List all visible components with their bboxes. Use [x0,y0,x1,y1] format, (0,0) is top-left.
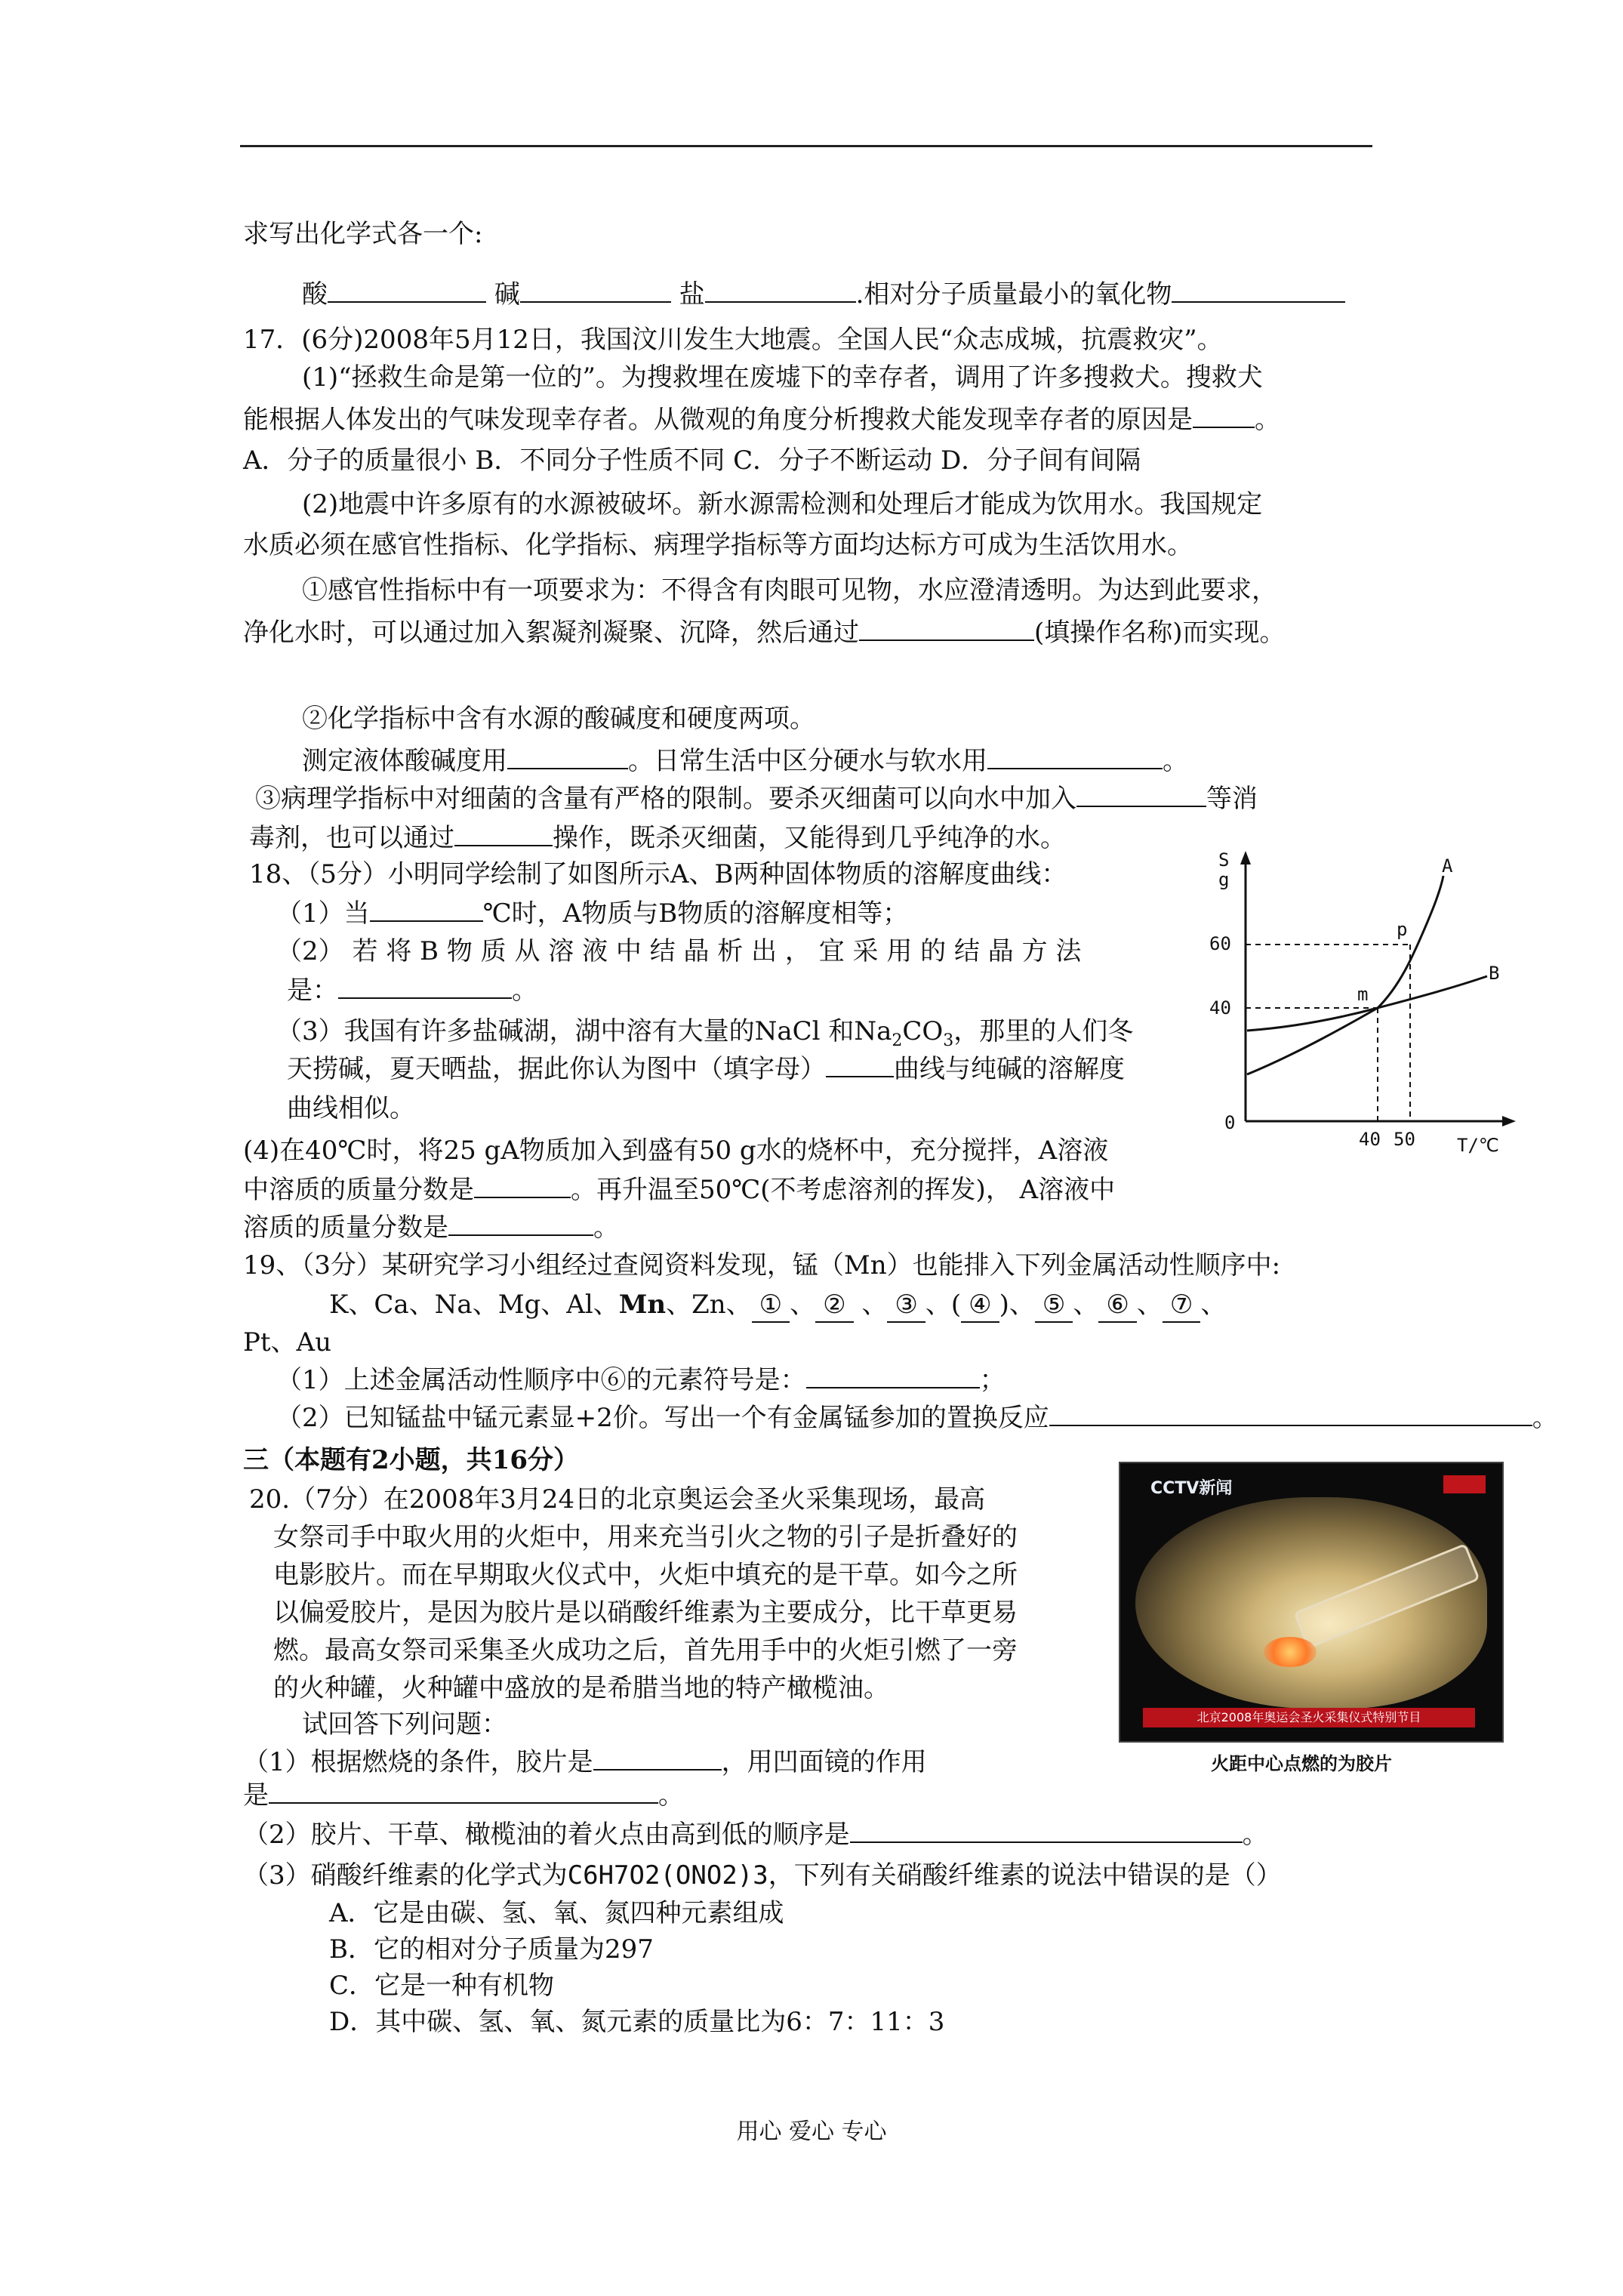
base-blank[interactable] [520,279,671,303]
q18-s4a: (4)在40℃时，将25 gA物质加入到盛有50 g水的烧杯中，充分搅拌，A溶液 [243,1136,1109,1166]
y-tick-60: 60 [1209,933,1231,954]
q20-s1-line: （1）根据燃烧的条件，胶片是 ，用凹面镜的作用 [243,1747,927,1777]
cctv-logo: CCTV新闻 [1150,1479,1233,1498]
q17-p6-line: ③病理学指标中对细菌的含量有严格的限制。要杀灭细菌可以向水中加入 等消 [255,784,1258,814]
q17-title: 17．(6分)2008年5月12日，我国汶川发生大地震。全国人民“众志成城，抗震救灾”。 [243,325,1223,355]
q17-p5-line: 测定液体酸碱度用 。日常生活中区分硬水与软水用 。 [302,746,1188,776]
q20-l5: 燃。最高女祭司采集圣火成功之后，首先用手中的火炬引燃了一旁 [273,1635,1018,1666]
q20-l4: 以偏爱胶片，是因为胶片是以硝酸纤维素为主要成分，比干草更易 [273,1598,1018,1628]
salt-blank[interactable] [705,279,856,303]
point-m-label: m [1357,984,1369,1005]
q17-p1b-line: 能根据人体发出的气味发现幸存者。从微观的角度分析搜救犬能发现幸存者的原因是 。 [243,405,1280,435]
q20-option-c: C．它是一种有机物 [329,1971,555,2001]
q17-p2a: (2)地震中许多原有的水源被破坏。新水源需检测和处理后才能成为饮用水。我国规定 [302,489,1263,519]
distill-blank[interactable] [454,822,553,846]
oxide-blank[interactable] [1172,279,1345,303]
q19-end: Pt、Au [243,1327,331,1358]
y-label-g: g [1218,869,1230,890]
curve-a-label: A [1442,855,1453,877]
ignition-order-blank[interactable] [850,1819,1243,1843]
q17-p4: ②化学指标中含有水源的酸碱度和硬度两项。 [302,704,815,734]
point-p-label: p [1397,919,1408,940]
q20-option-d: D．其中碳、氢、氧、氮元素的质量比为6：7：11：3 [329,2007,945,2037]
q18-s4b-line: 中溶质的质量分数是 。再升温至50℃(不考虑溶剂的挥发)， A溶液中 [243,1175,1116,1205]
q20-option-a: A．它是由碳、氢、氧、氮四种元素组成 [329,1898,784,1928]
metal-blank-1[interactable]: ① [752,1288,790,1323]
q19-s1-line: （1）上述金属活动性顺序中⑥的元素符号是： ； [276,1365,1006,1395]
q17-reason-blank[interactable] [1193,404,1255,428]
photo-caption: 火距中心点燃的为胶片 [1211,1753,1392,1774]
nitrocellulose-formula: C6H7O2(ONO2)3 [567,1860,768,1891]
hardwater-blank[interactable] [987,745,1163,769]
q17-p7-line: 毒剂，也可以通过 操作，既杀灭细菌，又能得到几乎纯净的水。 [249,823,1066,853]
x-tick-40: 40 [1359,1129,1381,1150]
q20-l1: 20.（7分）在2008年3月24日的北京奥运会圣火采集现场，最高 [249,1484,986,1515]
concave-mirror [1135,1497,1487,1709]
q17-p2b: 水质必须在感官性指标、化学指标、病理学指标等方面均达标方可成为生活饮用水。 [243,530,1193,560]
q18-title: 18、（5分）小明同学绘制了如图所示A、B两种固体物质的溶解度曲线： [249,859,1067,889]
film-blank[interactable] [593,1746,722,1771]
header-rule [240,145,1372,147]
torch-photo [1119,1462,1504,1743]
x-axis-arrow [1502,1116,1516,1126]
q18-s2a: （2） 若 将 B 物 质 从 溶 液 中 结 晶 析 出 ， 宜 采 用 的 结 晶 方 法 [276,936,1082,966]
q18-s4d-line: 溶质的质量分数是 。 [243,1213,619,1243]
acid-blank[interactable] [328,279,486,303]
q17-p3a: ①感官性指标中有一项要求为：不得含有肉眼可见物，水应澄清透明。为达到此要求， [302,575,1277,606]
intro-line: 求写出化学式各一个: [243,219,483,249]
metal-blank-7[interactable]: ⑦ [1163,1288,1200,1323]
q17-options: A．分子的质量很小 B．不同分子性质不同 C．分子不断运动 D．分子间有间隔 [243,445,1141,476]
y-axis-arrow [1240,851,1251,864]
flame-icon [1264,1637,1317,1667]
x-tick-50: 50 [1394,1129,1415,1150]
crystal-method-blank[interactable] [338,975,512,999]
live-badge [1443,1475,1486,1493]
q18-s3d-line: 天捞碱，夏天晒盐，据此你认为图中（填字母） 曲线与纯碱的溶解度 [287,1054,1125,1084]
curve-letter-blank[interactable] [826,1053,894,1077]
solubility-graph [1208,849,1517,1166]
curve-a [1247,876,1443,1074]
q16-line: 酸 碱 盐 .相对分子质量最小的氧化物 [302,278,1345,311]
page-footer: 用心 爱心 专心 [736,2119,887,2145]
q18-s3f: 曲线相似。 [287,1093,415,1123]
q18-s3-line: （3）我国有许多盐碱湖，湖中溶有大量的NaCl 和$Na_2CO_3$，那里的人们冬 [276,1016,1134,1050]
q18-s2-line: 是： 。 [287,975,537,1006]
q20-l2: 女祭司手中取火用的火炬中，用来充当引火之物的引子是折叠好的 [273,1522,1018,1552]
q20-s2-line: （2）胶片、干草、橄榄油的着火点由高到低的顺序是 。 [243,1820,1268,1850]
mirror-blank[interactable] [269,1780,658,1804]
metal-blank-3[interactable]: ③ [887,1288,925,1323]
x-axis-label: T/℃ [1457,1135,1499,1156]
ph-blank[interactable] [507,745,628,769]
reaction-blank[interactable] [1049,1402,1532,1426]
q17-p1a: (1)“拯救生命是第一位的”。为搜救埋在废墟下的幸存者，调用了许多搜救犬。搜救犬 [302,362,1263,393]
metal-blank-5[interactable]: ⑤ [1035,1288,1073,1323]
q19-sequence: K、Ca、Na、Mg、Al、Mn、Zn、 ① 、 ② 、 ③ 、( ④ )、 ⑤ 、 ⑥ 、 ⑦ 、 [329,1288,1226,1323]
metal-blank-2[interactable]: ② [815,1288,853,1323]
disinfectant-blank[interactable] [1076,783,1206,807]
q20-s3-line: （3）硝酸纤维素的化学式为C6H7O2(ONO2)3，下列有关硝酸纤维素的说法中错误的是（） [243,1860,1282,1891]
q17-operation-blank[interactable] [859,617,1034,641]
temp-blank[interactable] [370,898,483,922]
section-3-heading: 三（本题有2小题，共16分） [243,1445,579,1475]
q20-l6: 的火种罐，火种罐中盛放的是希腊当地的特产橄榄油。 [273,1673,889,1703]
q20-option-b: B．它的相对分子质量为297 [329,1934,654,1965]
q19-title: 19、（3分）某研究学习小组经过查阅资料发现，锰（Mn）也能排入下列金属活动性顺序中: [243,1250,1281,1281]
q20-s1c-line: 是 。 [243,1780,684,1811]
origin-label: 0 [1224,1112,1236,1133]
metal-blank-4[interactable]: ④ [961,1288,999,1323]
curve-b-label: B [1489,963,1500,984]
element-symbol-blank[interactable] [806,1364,980,1388]
q20-l3: 电影胶片。而在早期取火仪式中，火炬中填充的是干草。如今之所 [273,1560,1018,1590]
y-tick-40: 40 [1209,997,1231,1019]
y-label-s: S [1218,849,1230,871]
q19-s2-line: （2）已知锰盐中锰元素显+2价。写出一个有金属锰参加的置换反应 。 [276,1403,1558,1433]
q20-l7: 试回答下列问题： [302,1709,507,1740]
news-banner: 北京2008年奥运会圣火采集仪式特别节目 [1143,1708,1475,1727]
q18-s1-line: （1）当 ℃时，A物质与B物质的溶解度相等； [276,898,909,929]
metal-blank-6[interactable]: ⑥ [1098,1288,1136,1323]
fraction40-blank[interactable] [474,1174,571,1198]
fraction50-blank[interactable] [448,1212,593,1236]
q17-p3b-line: 净化水时，可以通过加入絮凝剂凝聚、沉降，然后通过 (填操作名称)而实现。 [243,618,1286,648]
